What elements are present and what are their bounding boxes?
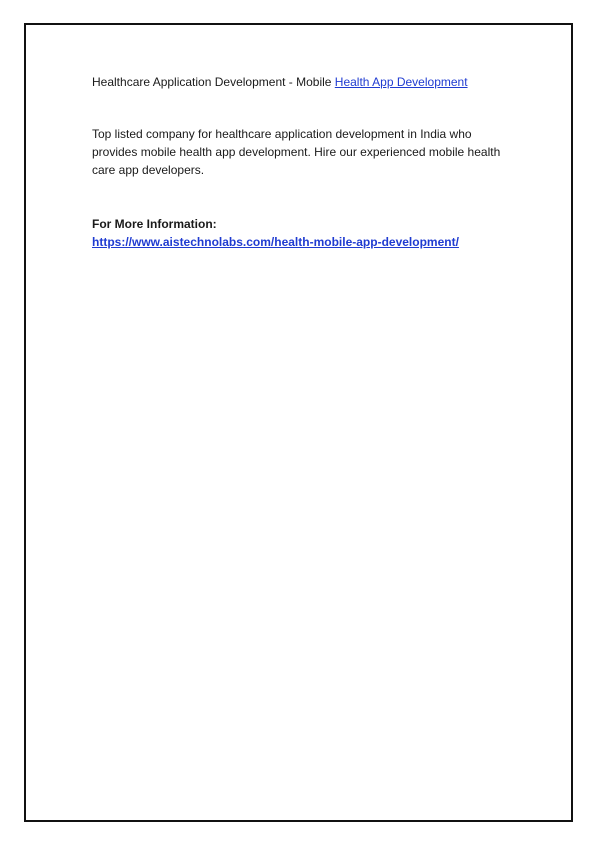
health-app-development-link[interactable]: Health App Development xyxy=(334,75,468,89)
more-info-url-link[interactable]: https://www.aistechnolabs.com/health-mobile-app-development/ xyxy=(92,235,459,249)
document-content xyxy=(92,73,522,251)
document-title xyxy=(92,73,522,91)
description-paragraph: Top listed company for healthcare application development in India who provides mobile health app development. Hire our experienced mobile health care app developers. xyxy=(92,127,501,177)
more-info-heading: For More Information: xyxy=(92,217,217,231)
title-text: Healthcare Application Development - Mobile xyxy=(92,75,335,89)
document-page xyxy=(24,23,573,822)
